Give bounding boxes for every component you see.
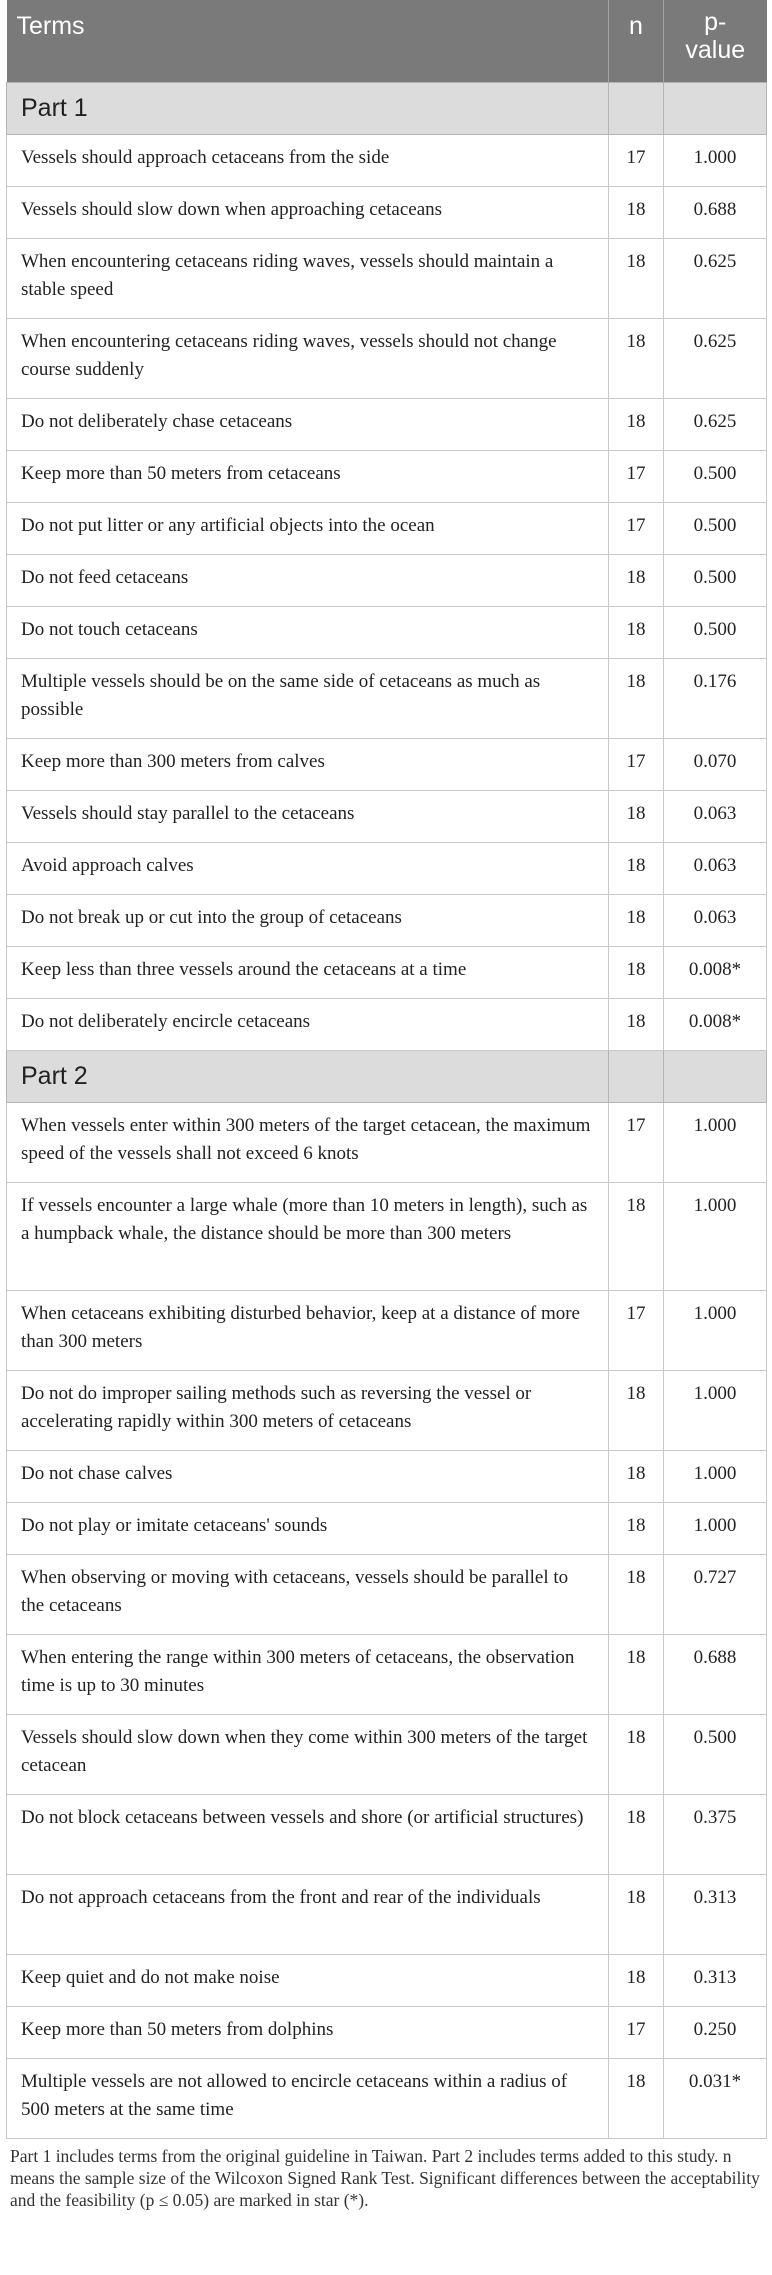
- p-value-cell: 1.000: [664, 1370, 767, 1450]
- table-row: [7, 238, 767, 318]
- table-footnote: Part 1 includes terms from the original guideline in Taiwan. Part 2 includes terms added to this study. n means the sample size of the Wilcoxon Signed Rank Test. Significant differences between the acceptability and the feasibility (p ≤ 0.05) are marked in star (*).: [10, 2145, 760, 2210]
- p-value-cell: 0.313: [664, 1954, 767, 2006]
- table-row: [7, 2058, 767, 2138]
- table-row: [7, 502, 767, 554]
- table-row: [7, 1554, 767, 1634]
- p-value-cell: 0.500: [664, 554, 767, 606]
- table-row: [7, 1290, 767, 1370]
- p-value-cell: 0.063: [664, 790, 767, 842]
- term-cell: Keep quiet and do not make noise: [7, 1954, 609, 2006]
- term-cell: Do not deliberately chase cetaceans: [7, 398, 609, 450]
- table-row: [7, 1450, 767, 1502]
- p-value-cell: 0.313: [664, 1874, 767, 1954]
- p-value-cell: 0.625: [664, 238, 767, 318]
- term-cell: When entering the range within 300 meters of cetaceans, the observation time is up to 30 minutes: [7, 1634, 609, 1714]
- term-cell: When encountering cetaceans riding waves, vessels should maintain a stable speed: [7, 238, 609, 318]
- n-cell: 18: [609, 790, 664, 842]
- p-value-cell: 1.000: [664, 1502, 767, 1554]
- p-value-cell: 0.727: [664, 1554, 767, 1634]
- term-cell: Avoid approach calves: [7, 842, 609, 894]
- n-cell: 18: [609, 1874, 664, 1954]
- n-cell: 17: [609, 450, 664, 502]
- results-table: [6, 0, 767, 2139]
- n-cell: 17: [609, 1290, 664, 1370]
- term-cell: Vessels should slow down when approaching cetaceans: [7, 186, 609, 238]
- table-row: [7, 606, 767, 658]
- n-cell: 18: [609, 2058, 664, 2138]
- table-row: [7, 1954, 767, 2006]
- term-cell: If vessels encounter a large whale (more than 10 meters in length), such as a humpback whale, the distance should be more than 300 meters: [7, 1182, 609, 1290]
- term-cell: Do not touch cetaceans: [7, 606, 609, 658]
- table-row: [7, 790, 767, 842]
- table-row: [7, 1874, 767, 1954]
- n-cell: 18: [609, 1450, 664, 1502]
- term-cell: Do not put litter or any artificial objects into the ocean: [7, 502, 609, 554]
- n-cell: 18: [609, 606, 664, 658]
- term-cell: When observing or moving with cetaceans, vessels should be parallel to the cetaceans: [7, 1554, 609, 1634]
- p-value-cell: 0.176: [664, 658, 767, 738]
- n-cell: 18: [609, 398, 664, 450]
- term-cell: Do not play or imitate cetaceans' sounds: [7, 1502, 609, 1554]
- term-cell: Do not block cetaceans between vessels and shore (or artificial structures): [7, 1794, 609, 1874]
- n-cell: 18: [609, 998, 664, 1050]
- p-value-cell: 0.500: [664, 450, 767, 502]
- term-cell: Do not chase calves: [7, 1450, 609, 1502]
- p-value-cell: 0.031*: [664, 2058, 767, 2138]
- table-row: [7, 998, 767, 1050]
- n-cell: 17: [609, 502, 664, 554]
- p-value-cell: 0.008*: [664, 946, 767, 998]
- term-cell: When cetaceans exhibiting disturbed behavior, keep at a distance of more than 300 meters: [7, 1290, 609, 1370]
- n-cell: 18: [609, 1182, 664, 1290]
- n-cell: 17: [609, 134, 664, 186]
- term-cell: Do not break up or cut into the group of cetaceans: [7, 894, 609, 946]
- n-cell: 18: [609, 946, 664, 998]
- table-row: [7, 2006, 767, 2058]
- n-cell: 18: [609, 238, 664, 318]
- p-value-cell: 0.500: [664, 1714, 767, 1794]
- term-cell: Keep more than 50 meters from cetaceans: [7, 450, 609, 502]
- p-value-cell: 0.008*: [664, 998, 767, 1050]
- term-cell: Keep more than 50 meters from dolphins: [7, 2006, 609, 2058]
- n-cell: 17: [609, 738, 664, 790]
- table-row: [7, 946, 767, 998]
- table-row: [7, 134, 767, 186]
- n-cell: 18: [609, 186, 664, 238]
- p-value-cell: 0.688: [664, 186, 767, 238]
- n-cell: 18: [609, 1714, 664, 1794]
- n-cell: 18: [609, 842, 664, 894]
- part-1-label: Part 1: [7, 82, 609, 134]
- term-cell: Keep less than three vessels around the cetaceans at a time: [7, 946, 609, 998]
- n-cell: 17: [609, 2006, 664, 2058]
- table-row: [7, 658, 767, 738]
- table-row: [7, 554, 767, 606]
- table-container: [6, 0, 766, 2211]
- part-2-label: Part 2: [7, 1050, 609, 1102]
- n-cell: 18: [609, 1634, 664, 1714]
- table-header-row: [7, 0, 767, 82]
- p-value-cell: 0.063: [664, 842, 767, 894]
- term-cell: Vessels should stay parallel to the cetaceans: [7, 790, 609, 842]
- p-value-cell: 0.625: [664, 398, 767, 450]
- n-cell: 18: [609, 1794, 664, 1874]
- term-cell: When encountering cetaceans riding waves, vessels should not change course suddenly: [7, 318, 609, 398]
- p-value-cell: 0.500: [664, 606, 767, 658]
- n-cell: 18: [609, 1370, 664, 1450]
- n-cell: 18: [609, 554, 664, 606]
- p-value-cell: 0.500: [664, 502, 767, 554]
- table-row: [7, 398, 767, 450]
- table-row: [7, 1370, 767, 1450]
- table-row: [7, 1634, 767, 1714]
- p-value-cell: 0.070: [664, 738, 767, 790]
- p-value-cell: 1.000: [664, 1102, 767, 1182]
- table-row: [7, 1502, 767, 1554]
- term-cell: Vessels should approach cetaceans from the side: [7, 134, 609, 186]
- p-value-cell: 0.063: [664, 894, 767, 946]
- term-cell: Do not approach cetaceans from the front and rear of the individuals: [7, 1874, 609, 1954]
- p-value-cell: 0.625: [664, 318, 767, 398]
- term-cell: Do not do improper sailing methods such as reversing the vessel or accelerating rapidly within 300 meters of cetaceans: [7, 1370, 609, 1450]
- n-cell: 18: [609, 894, 664, 946]
- term-cell: Multiple vessels are not allowed to encircle cetaceans within a radius of 500 meters at the same time: [7, 2058, 609, 2138]
- n-cell: 18: [609, 1502, 664, 1554]
- n-cell: 17: [609, 1102, 664, 1182]
- table-row: [7, 1102, 767, 1182]
- table-row: [7, 842, 767, 894]
- p-value-cell: 1.000: [664, 1182, 767, 1290]
- table-row: [7, 186, 767, 238]
- n-cell: 18: [609, 658, 664, 738]
- p-value-cell: 1.000: [664, 1450, 767, 1502]
- header-pvalue: [664, 0, 767, 82]
- p-value-cell: 1.000: [664, 134, 767, 186]
- p-value-cell: 0.375: [664, 1794, 767, 1874]
- n-cell: 18: [609, 1554, 664, 1634]
- p-value-cell: 0.688: [664, 1634, 767, 1714]
- part-2-row: [7, 1050, 767, 1102]
- table-row: [7, 1794, 767, 1874]
- table-row: [7, 1182, 767, 1290]
- term-cell: Vessels should slow down when they come within 300 meters of the target cetacean: [7, 1714, 609, 1794]
- table-row: [7, 318, 767, 398]
- term-cell: Keep more than 300 meters from calves: [7, 738, 609, 790]
- part-1-row: [7, 82, 767, 134]
- table-row: [7, 1714, 767, 1794]
- table-row: [7, 738, 767, 790]
- table-row: [7, 450, 767, 502]
- header-n: n: [609, 0, 664, 82]
- term-cell: When vessels enter within 300 meters of the target cetacean, the maximum speed of the vessels shall not exceed 6 knots: [7, 1102, 609, 1182]
- header-terms: Terms: [7, 0, 609, 82]
- p-value-cell: 1.000: [664, 1290, 767, 1370]
- header-pvalue-text: p- value: [685, 8, 746, 64]
- table-row: [7, 894, 767, 946]
- n-cell: 18: [609, 1954, 664, 2006]
- term-cell: Do not deliberately encircle cetaceans: [7, 998, 609, 1050]
- term-cell: Multiple vessels should be on the same side of cetaceans as much as possible: [7, 658, 609, 738]
- n-cell: 18: [609, 318, 664, 398]
- term-cell: Do not feed cetaceans: [7, 554, 609, 606]
- p-value-cell: 0.250: [664, 2006, 767, 2058]
